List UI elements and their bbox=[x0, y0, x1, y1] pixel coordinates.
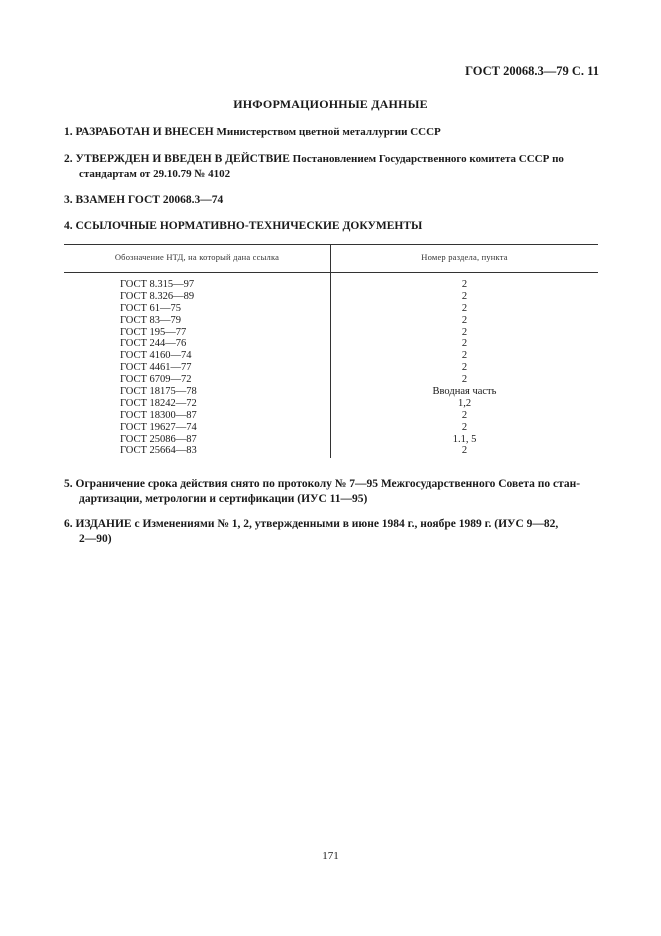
section-title: ИНФОРМАЦИОННЫЕ ДАННЫЕ bbox=[233, 97, 428, 111]
table-row bbox=[64, 315, 598, 327]
info-item-4 bbox=[64, 219, 600, 234]
table-row bbox=[64, 327, 598, 339]
page-number: 171 bbox=[322, 850, 339, 862]
standard-reference-header: ГОСТ 20068.3—79 С. 11 bbox=[465, 64, 599, 78]
row-section: 2 bbox=[461, 374, 468, 386]
row-section: Вводная часть bbox=[432, 386, 497, 398]
item-1-lead: 1. РАЗРАБОТАН И ВНЕСЕН bbox=[64, 126, 214, 138]
row-document: ГОСТ 18300—87 bbox=[120, 409, 197, 421]
item-2-lead: 2. УТВЕРЖДЕН И ВВЕДЕН В ДЕЙСТВИЕ bbox=[64, 153, 290, 165]
table-row bbox=[64, 386, 598, 398]
item-5-lead: 5. Ограничение срока действия снято по протоколу № 7—95 Межгосударственного Совета по стан- bbox=[64, 478, 581, 490]
table-row bbox=[64, 303, 598, 315]
row-section: 2 bbox=[461, 445, 468, 457]
row-document: ГОСТ 25086—87 bbox=[120, 433, 197, 445]
table-row bbox=[64, 410, 598, 422]
table-row bbox=[64, 445, 598, 457]
info-item-1 bbox=[64, 125, 600, 140]
row-section: 2 bbox=[461, 409, 468, 421]
row-document: ГОСТ 83—79 bbox=[120, 314, 182, 326]
table-header-rule bbox=[64, 272, 598, 273]
item-6-lead: 6. ИЗДАНИЕ с Изменениями № 1, 2, утвержденными в июне 1984 г., ноябре 1989 г. (ИУС 9—82, bbox=[64, 518, 559, 530]
row-document: ГОСТ 61—75 bbox=[120, 302, 182, 314]
row-section: 2 bbox=[461, 350, 468, 362]
row-section: 2 bbox=[461, 290, 468, 302]
table-row bbox=[64, 422, 598, 434]
item-6-continuation: 2—90) bbox=[79, 533, 112, 545]
table-row bbox=[64, 362, 598, 374]
table-top-rule bbox=[64, 244, 598, 245]
row-section: 2 bbox=[461, 279, 468, 290]
row-document: ГОСТ 8.326—89 bbox=[120, 290, 195, 302]
row-document: ГОСТ 244—76 bbox=[120, 338, 187, 350]
row-document: ГОСТ 195—77 bbox=[120, 326, 187, 338]
table-row bbox=[64, 338, 598, 350]
table-header-section: Номер раздела, пункта bbox=[421, 252, 508, 262]
table-row bbox=[64, 434, 598, 446]
table-row bbox=[64, 291, 598, 303]
row-section: 2 bbox=[461, 302, 468, 314]
item-4-lead: 4. ССЫЛОЧНЫЕ НОРМАТИВНО-ТЕХНИЧЕСКИЕ ДОКУМЕНТЫ bbox=[64, 220, 423, 232]
row-document: ГОСТ 18175—78 bbox=[120, 386, 197, 398]
row-section: 2 bbox=[461, 362, 468, 374]
row-document: ГОСТ 6709—72 bbox=[120, 374, 192, 386]
info-item-5 bbox=[64, 477, 600, 507]
row-section: 2 bbox=[461, 421, 468, 433]
row-section: 2 bbox=[461, 338, 468, 350]
row-section: 2 bbox=[461, 326, 468, 338]
row-section: 1.1, 5 bbox=[452, 433, 477, 445]
item-2-continuation: стандартам от 29.10.79 № 4102 bbox=[79, 168, 231, 180]
row-document: ГОСТ 4461—77 bbox=[120, 362, 192, 374]
item-2-text: Постановлением Государственного комитета СССР по bbox=[289, 153, 564, 165]
row-section: 1,2 bbox=[457, 397, 472, 409]
item-1-text: Министерством цветной металлургии СССР bbox=[213, 126, 441, 138]
row-document: ГОСТ 19627—74 bbox=[120, 421, 197, 433]
table-row bbox=[64, 398, 598, 410]
row-document: ГОСТ 18242—72 bbox=[120, 397, 197, 409]
row-document: ГОСТ 4160—74 bbox=[120, 350, 192, 362]
row-document: ГОСТ 8.315—97 bbox=[120, 279, 195, 290]
table-row bbox=[64, 374, 598, 386]
item-5-continuation: дартизации, метрологии и сертификации (ИУС 11—95) bbox=[79, 493, 368, 505]
table-row bbox=[64, 350, 598, 362]
info-item-3 bbox=[64, 193, 600, 208]
table-body bbox=[64, 279, 598, 457]
item-3-lead: 3. ВЗАМЕН ГОСТ 20068.3—74 bbox=[64, 194, 224, 206]
table-header-document: Обозначение НТД, на который дана ссылка bbox=[114, 252, 280, 262]
info-item-2 bbox=[64, 152, 600, 182]
row-document: ГОСТ 25664—83 bbox=[120, 445, 197, 457]
info-item-6 bbox=[64, 517, 600, 547]
table-row bbox=[64, 279, 598, 291]
row-section: 2 bbox=[461, 314, 468, 326]
